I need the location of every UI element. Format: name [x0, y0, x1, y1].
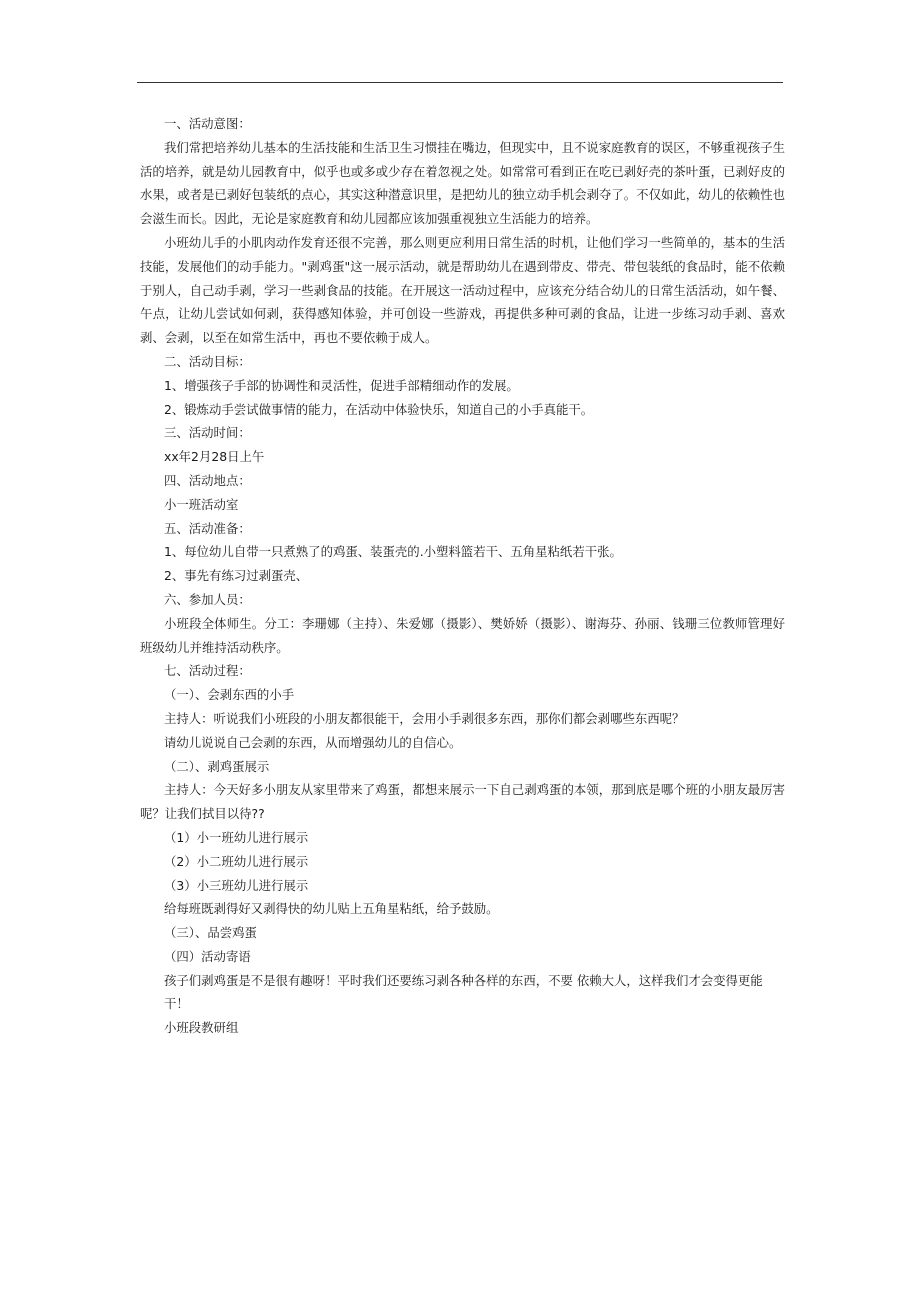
- section-heading-intent: 一、活动意图：: [164, 116, 251, 131]
- goal-item-1: 1、增强孩子手部的协调性和灵活性，促进手部精细动作的发展。: [164, 377, 519, 393]
- process-substep-3: （3）小三班幼儿进行展示: [164, 877, 309, 893]
- process-step-2-title: （二）、剥鸡蛋展示: [164, 758, 270, 774]
- preparation-item-2: 2、事先有练习过剥蛋壳、: [164, 568, 309, 584]
- intent-paragraph-2: 小班幼儿手的小肌肉动作发育还很不完善，那么则更应利用日常生活的时机，让他们学习一些简单的，基本的生活技能，发展他们的动手能力。"剥鸡蛋"这一展示活动，就是帮助幼儿在遇到带皮、带壳、带包装纸的食品时，能不依赖于别人，自己动手剥，学习一些剥食品的技能。在开展这一活动过程中，应该充分结合幼儿的日常生活活动，如午餐、午点，让幼儿尝试如何剥，获得感知体验，并可创设一些游戏，再提供多种可剥的食品，让进一步练习动手剥、喜欢剥、会剥，以至在如常生活中，再也不要依赖于成人。: [140, 234, 785, 346]
- process-step-4-title: （四）活动寄语: [164, 948, 251, 964]
- preparation-item-1: 1、每位幼儿自带一只煮熟了的鸡蛋、装蛋壳的.小塑料篮若干、五角星粘纸若干张。: [164, 544, 622, 560]
- section-heading-participants: 六、参加人员：: [164, 591, 251, 607]
- process-substep-2: （2）小二班幼儿进行展示: [164, 853, 309, 869]
- document-body: [140, 112, 785, 1040]
- process-step-2-host-line: 主持人：今天好多小朋友从家里带来了鸡蛋，都想来展示一下自己剥鸡蛋的本领，那到底是哪个班的小朋友最厉害呢？让我们拭目以待??: [140, 782, 785, 822]
- section-heading-process: 七、活动过程：: [164, 663, 251, 679]
- header-rule: [137, 82, 783, 83]
- activity-time: xx年2月28日上午: [164, 449, 265, 465]
- author-signature: 小班段教研组: [164, 1020, 239, 1036]
- closing-message: 孩子们剥鸡蛋是不是很有趣呀！平时我们还要练习剥各种各样的东西，不要 依赖大人，这样我们才会变得更能干！: [164, 972, 763, 1012]
- goal-item-2: 2、锻炼动手尝试做事情的能力，在活动中体验快乐，知道自己的小手真能干。: [164, 401, 594, 417]
- process-substep-1: （1）小一班幼儿进行展示: [164, 829, 309, 845]
- section-heading-location: 四、活动地点：: [164, 472, 251, 488]
- participants-paragraph: 小班段全体师生。分工：李珊娜（主持）、朱爱娜（摄影）、樊娇娇（摄影）、谢海芬、孙丽、钱珊三位教师管理好班级幼儿并维持活动秩序。: [140, 615, 785, 655]
- section-heading-preparation: 五、活动准备：: [164, 520, 251, 536]
- process-step-1-host-line: 主持人：听说我们小班段的小朋友都很能干，会用小手剥很多东西，那你们都会剥哪些东西呢？: [164, 710, 685, 726]
- section-heading-goals: 二、活动目标：: [164, 353, 251, 369]
- section-heading-time: 三、活动时间：: [164, 425, 251, 441]
- process-step-2-reward: 给每班既剥得好又剥得快的幼儿贴上五角星粘纸，给予鼓励。: [164, 901, 499, 917]
- process-step-3-title: （三）、品尝鸡蛋: [164, 925, 257, 941]
- activity-location: 小一班活动室: [164, 496, 239, 512]
- intent-paragraph-1: 我们常把培养幼儿基本的生活技能和生活卫生习惯挂在嘴边，但现实中，且不说家庭教育的误区，不够重视孩子生活的培养，就是幼儿园教育中，似乎也或多或少存在着忽视之处。如常常可看到正在吃已剥好壳的茶叶蛋，已剥好皮的水果，或者是已剥好包装纸的点心，其实这种潜意识里，是把幼儿的独立动手机会剥夺了。不仅如此，幼儿的依赖性也会滋生而长。因此，无论是家庭教育和幼儿园都应该加强重视独立生活能力的培养。: [140, 139, 785, 227]
- process-step-1-note: 请幼儿说说自己会剥的东西，从而增强幼儿的自信心。: [164, 734, 462, 750]
- process-step-1-title: （一）、会剥东西的小手: [164, 687, 295, 703]
